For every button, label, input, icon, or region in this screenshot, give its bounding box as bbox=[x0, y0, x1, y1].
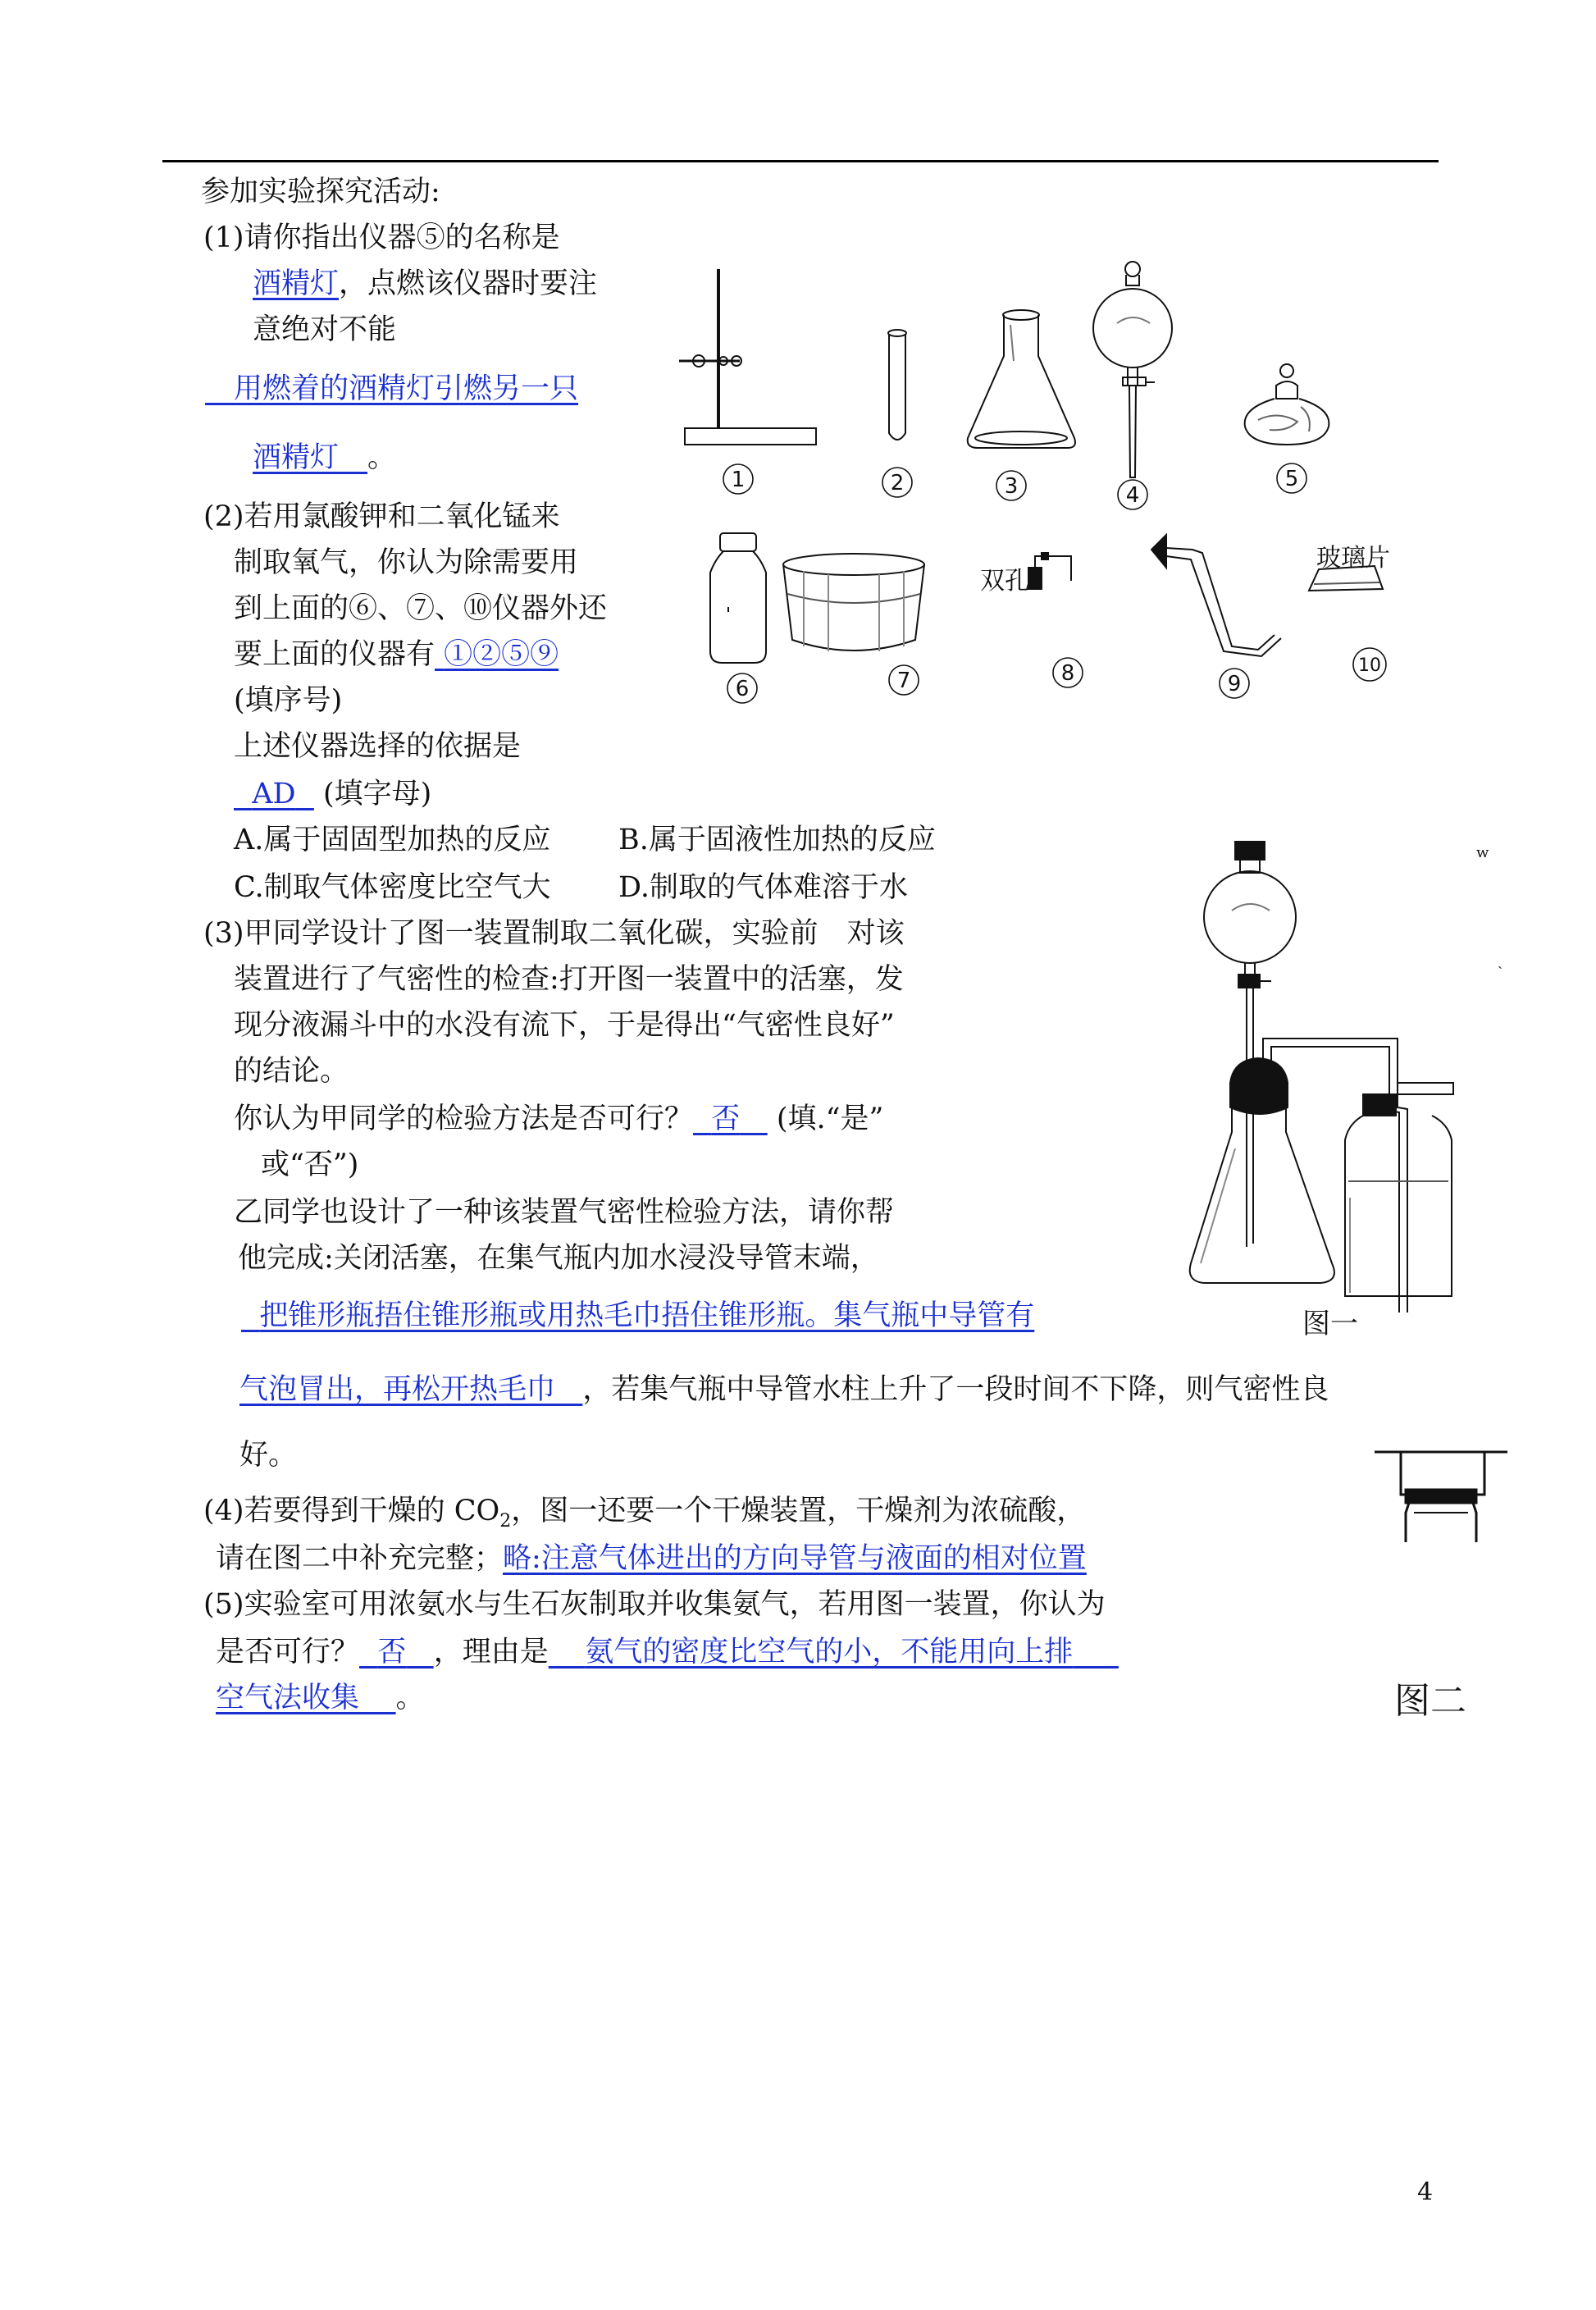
q2-answer-2: AD bbox=[252, 778, 296, 810]
q2-line7: AD (填字母) bbox=[234, 776, 431, 812]
num-1: 1 bbox=[731, 468, 746, 492]
intro-text: 参加实验探究活动: bbox=[201, 176, 440, 208]
alcohol-lamp-icon bbox=[1245, 364, 1329, 445]
conical-flask-icon bbox=[968, 310, 1075, 448]
q1-line5: 酒精灯 。 bbox=[253, 441, 397, 474]
q2-line4: 要上面的仪器有 ①②⑤⑨ bbox=[234, 638, 559, 671]
q3-answer-2a: 把锥形瓶捂住锥形瓶或用热毛巾捂住锥形瓶。集气瓶中导管有 bbox=[259, 1299, 1035, 1332]
q1-answer-2a: 用燃着的酒精灯引燃另一只 bbox=[234, 372, 579, 405]
q2-line6: 上述仪器选择的依据是 bbox=[234, 730, 522, 763]
two-hole-stopper-icon bbox=[1028, 553, 1071, 589]
test-tube-icon bbox=[888, 330, 906, 440]
q3-answer-2b: 气泡冒出，再松开热毛巾 bbox=[239, 1373, 556, 1406]
q3-line1: (3)甲同学设计了图一装置制取二氧化碳，实验前 对该 bbox=[203, 917, 905, 950]
q3-line5: 你认为甲同学的检验方法是否可行？ 否 (填.“是” bbox=[234, 1102, 884, 1135]
q4-line1: (4)若要得到干燥的 $CO_2$，图一还要一个干燥装置，干燥剂为浓硫酸， bbox=[203, 1495, 1086, 1532]
label-boli: 玻璃片 bbox=[1316, 544, 1390, 573]
num-8: 8 bbox=[1060, 661, 1075, 686]
apparatus-figure bbox=[664, 246, 1427, 722]
glass-plate-icon bbox=[730, 246, 1565, 594]
q3-line9: 气泡冒出，再松开热毛巾 ，若集气瓶中导管水柱上升了一段时间不下降，则气密性良 bbox=[239, 1373, 1329, 1406]
q1-answer-2b: 酒精灯 bbox=[253, 441, 340, 474]
label-shuangkong: 双孔 bbox=[980, 567, 1029, 596]
q2-line1: (2)若用氯酸钾和二氧化锰来 bbox=[203, 500, 560, 533]
num-9: 9 bbox=[1227, 672, 1242, 696]
q3-line3: 现分液漏斗中的水没有流下，于是得出“气密性良好” bbox=[234, 1009, 895, 1042]
water-trough-icon bbox=[783, 554, 924, 651]
q3-answer-1: 否 bbox=[711, 1102, 741, 1135]
stray-w: w bbox=[1476, 844, 1489, 861]
num-5: 5 bbox=[1284, 467, 1299, 491]
q2-option-a: A.属于固固型加热的反应 bbox=[234, 824, 551, 856]
q3-line7: 乙同学也设计了一种该装置气密性检验方法，请你帮 bbox=[234, 1196, 895, 1229]
page-number: 4 bbox=[1417, 2178, 1434, 2207]
q5-line2: 是否可行？ 否 ，理由是 氨气的密度比空气的小，不能用向上排 bbox=[216, 1634, 1119, 1670]
q3-line8: 他完成:关闭活塞，在集气瓶内加水浸没导管末端， bbox=[238, 1242, 879, 1275]
stray-mark: ˎ bbox=[1498, 952, 1503, 970]
q3-answer-2a-line bbox=[241, 1298, 1034, 1334]
q4-answer: 略:注意气体进出的方向导管与液面的相对位置 bbox=[503, 1542, 1087, 1575]
bent-delivery-tube-icon bbox=[1151, 535, 1281, 656]
separatory-funnel-icon bbox=[1093, 262, 1172, 477]
q2-option-c: C.制取气体密度比空气大 bbox=[234, 871, 551, 904]
q1-answer-1: 酒精灯 bbox=[253, 267, 340, 300]
figure-1-label: 图一 bbox=[1302, 1308, 1358, 1340]
q2-option-d: D.制取的气体难溶于水 bbox=[618, 871, 908, 904]
q3-line10: 好。 bbox=[239, 1439, 298, 1472]
q2-line3: 到上面的⑥、⑦、⑩仪器外还 bbox=[234, 592, 608, 625]
figure-2-apparatus bbox=[1370, 1447, 1517, 1545]
num-7: 7 bbox=[896, 669, 911, 693]
q3-line6: 或“否”) bbox=[261, 1148, 359, 1181]
q5-line3: 空气法收集 。 bbox=[216, 1682, 425, 1714]
q3-line4: 的结论。 bbox=[234, 1055, 349, 1088]
header-rule bbox=[162, 160, 1439, 162]
q1-line3: 意绝对不能 bbox=[253, 313, 397, 346]
num-3: 3 bbox=[1004, 474, 1019, 499]
q1-line2: 酒精灯，点燃该仪器时要注 bbox=[253, 267, 598, 300]
wide-mouth-bottle-icon bbox=[710, 533, 766, 663]
num-6: 6 bbox=[735, 677, 750, 701]
figure-1-apparatus bbox=[1181, 837, 1525, 1362]
num-10: 10 bbox=[1358, 655, 1381, 676]
iron-stand-icon bbox=[679, 269, 816, 445]
q5-answer-2b: 空气法收集 bbox=[216, 1682, 360, 1714]
q3-line2: 装置进行了气密性的检查:打开图一装置中的活塞，发 bbox=[234, 963, 904, 996]
q5-answer-2a: 氨气的密度比空气的小，不能用向上排 bbox=[585, 1636, 1074, 1669]
q1-line1: (1)请你指出仪器⑤的名称是 bbox=[203, 221, 560, 254]
q4-line2: 请在图二中补充完整；略:注意气体进出的方向导管与液面的相对位置 bbox=[216, 1542, 1087, 1575]
q5-line1: (5)实验室可用浓氨水与生石灰制取并收集氨气，若用图一装置，你认为 bbox=[203, 1588, 1106, 1621]
q2-answer-1: ①②⑤⑨ bbox=[444, 638, 559, 671]
q2-line5: (填序号) bbox=[234, 684, 343, 717]
q1-line4 bbox=[205, 371, 578, 407]
q5-answer-1: 否 bbox=[377, 1636, 407, 1669]
num-2: 2 bbox=[890, 471, 905, 495]
num-4: 4 bbox=[1125, 483, 1140, 508]
q2-option-b: B.属于固液性加热的反应 bbox=[618, 824, 936, 856]
glass-plate-edge bbox=[1314, 582, 1379, 584]
figure-2-label: 图二 bbox=[1394, 1680, 1466, 1722]
q2-line2: 制取氧气，你认为除需要用 bbox=[234, 546, 579, 579]
